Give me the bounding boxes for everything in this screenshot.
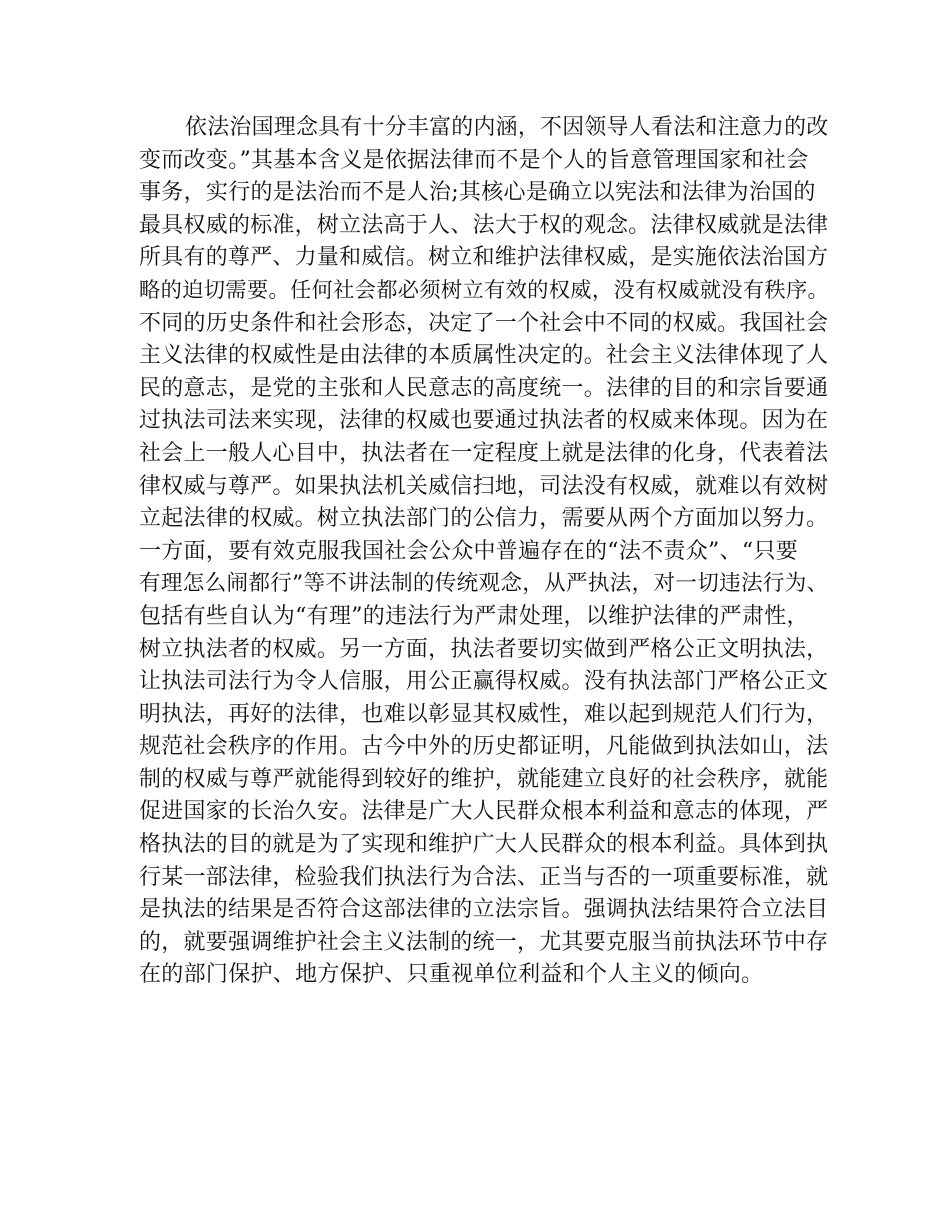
paragraph-line: 的，就要强调维护社会主义法制的统一，尤其要克服当前执法环节中存	[139, 929, 829, 955]
paragraph-line: 有理怎么闹都行”等不讲法制的传统观念，从严执法，对一切违法行为、	[139, 571, 829, 597]
paragraph-line: 促进国家的长治久安。法律是广大人民群众根本利益和意志的体现，严	[139, 799, 829, 825]
paragraph-line: 社会上一般人心目中，执法者在一定程度上就是法律的化身，代表着法	[139, 440, 829, 466]
paragraph-line: 行某一部法律，检验我们执法行为合法、正当与否的一项重要标准，就	[139, 864, 829, 890]
paragraph-line: 在的部门保护、地方保护、只重视单位利益和个人主义的倾向。	[139, 962, 764, 988]
paragraph-line: 不同的历史条件和社会形态，决定了一个社会中不同的权威。我国社会	[139, 310, 829, 336]
paragraph-line: 过执法司法来实现，法律的权威也要通过执法者的权威来体现。因为在	[139, 408, 829, 434]
paragraph-line: 格执法的目的就是为了实现和维护广大人民群众的根本利益。具体到执	[139, 832, 829, 858]
paragraph-line: 所具有的尊严、力量和威信。树立和维护法律权威，是实施依法治国方	[139, 245, 829, 271]
paragraph-line: 略的迫切需要。任何社会都必须树立有效的权威，没有权威就没有秩序。	[139, 277, 830, 303]
paragraph-line: 是执法的结果是否符合这部法律的立法宗旨。强调执法结果符合立法目	[139, 897, 829, 923]
paragraph-line: 律权威与尊严。如果执法机关威信扫地，司法没有权威，就难以有效树	[139, 473, 829, 499]
paragraph-line: 让执法司法行为令人信服，用公正赢得权威。没有执法部门严格公正文	[139, 669, 829, 695]
body-paragraph	[139, 112, 829, 992]
paragraph-line: 制的权威与尊严就能得到较好的维护，就能建立良好的社会秩序，就能	[139, 766, 829, 792]
paragraph-line: 最具权威的标准，树立法高于人、法大于权的观念。法律权威就是法律	[139, 212, 829, 238]
paragraph-line: 事务，实行的是法治而不是人治;其核心是确立以宪法和法律为治国的	[139, 180, 816, 206]
paragraph-line: 变而改变。”其基本含义是依据法律而不是个人的旨意管理国家和社会	[139, 147, 809, 173]
paragraph-line: 包括有些自认为“有理”的违法行为严肃处理，以维护法律的严肃性，	[139, 603, 809, 629]
paragraph-line: 规范社会秩序的作用。古今中外的历史都证明，凡能做到执法如山，法	[139, 734, 829, 760]
paragraph-line: 立起法律的权威。树立执法部门的公信力，需要从两个方面加以努力。	[139, 506, 829, 532]
paragraph-line: 民的意志，是党的主张和人民意志的高度统一。法律的目的和宗旨要通	[139, 375, 829, 401]
paragraph-line: 依法治国理念具有十分丰富的内涵，不因领导人看法和注意力的改	[185, 115, 829, 140]
paragraph-line: 明执法，再好的法律，也难以彰显其权威性，难以起到规范人们行为，	[139, 701, 829, 727]
paragraph-line: 主义法律的权威性是由法律的本质属性决定的。社会主义法律体现了人	[139, 343, 829, 369]
paragraph-line: 树立执法者的权威。另一方面，执法者要切实做到严格公正文明执法，	[139, 636, 829, 662]
paragraph-line: 一方面，要有效克服我国社会公众中普遍存在的“法不责众”、“只要	[139, 538, 799, 564]
